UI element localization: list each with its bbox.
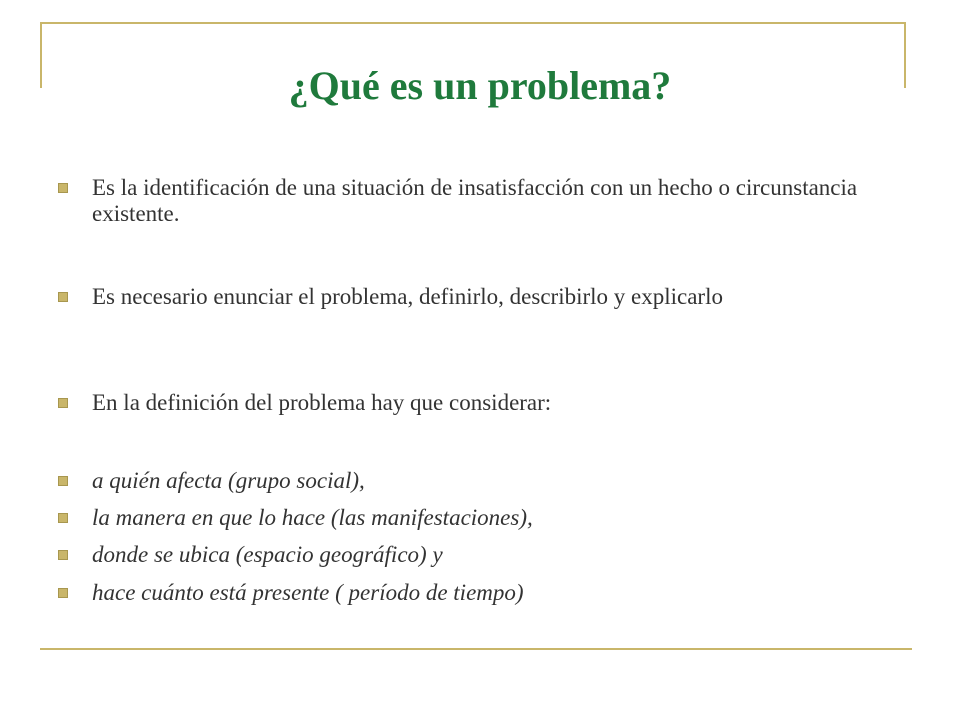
bullet-text: En la definición del problema hay que considerar: [92, 390, 552, 415]
square-bullet-icon [58, 292, 68, 302]
bullet-text: hace cuánto está presente ( período de tiempo) [92, 580, 524, 605]
square-bullet-icon [58, 550, 68, 560]
square-bullet-icon [58, 183, 68, 193]
square-bullet-icon [58, 476, 68, 486]
bullet-text: a quién afecta (grupo social), [92, 468, 365, 493]
square-bullet-icon [58, 588, 68, 598]
frame-bottom-line [40, 648, 912, 650]
bullet-text: Es necesario enunciar el problema, definirlo, describirlo y explicarlo [92, 284, 723, 309]
square-bullet-icon [58, 398, 68, 408]
slide-title: ¿Qué es un problema? [288, 63, 672, 108]
bullet-text: la manera en que lo hace (las manifestaciones), [92, 505, 533, 530]
square-bullet-icon [58, 513, 68, 523]
bullet-text: Es la identificación de una situación de insatisfacción con un hecho o circunstancia existente. [92, 175, 858, 226]
bullet-text: donde se ubica (espacio geográfico) y [92, 542, 443, 567]
